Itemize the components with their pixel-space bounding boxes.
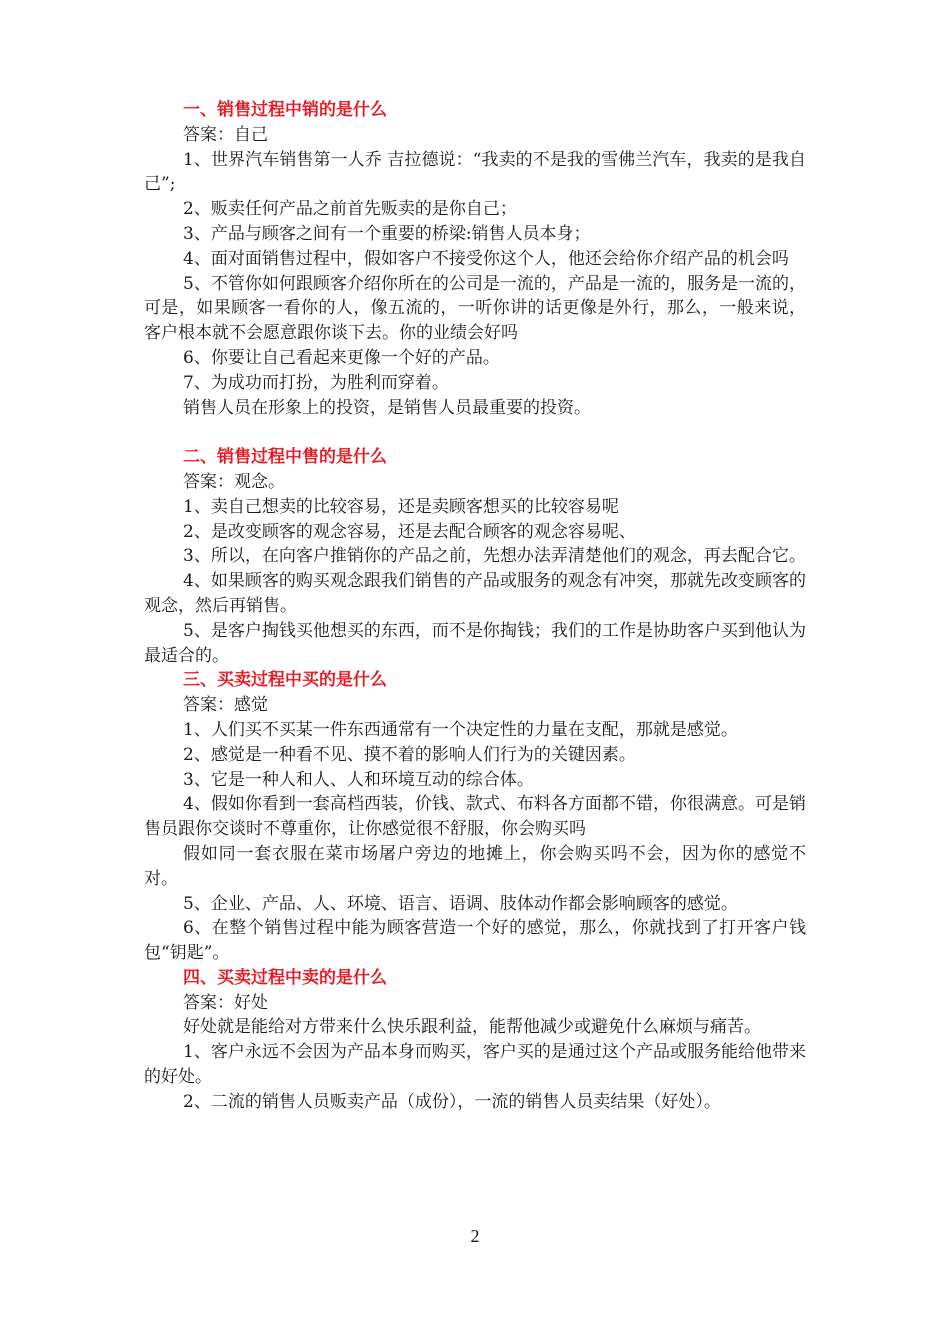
paragraph: 5、企业、产品、人、环境、语言、语调、肢体动作都会影响顾客的感觉。	[183, 893, 738, 914]
paragraph: 3、它是一种人和人、人和环境互动的综合体。	[183, 769, 534, 790]
paragraph: 1、人们买不买某一件东西通常有一个决定性的力量在支配，那就是感觉。	[183, 719, 738, 740]
page-number: 2	[470, 1226, 480, 1246]
paragraph: 6、在整个销售过程中能为顾客营造一个好的感觉，那么，你就找到了打开客户钱包“钥匙”。	[144, 918, 806, 964]
paragraph: 2、贩卖任何产品之前首先贩卖的是你自己；	[183, 199, 517, 220]
paragraph: 答案：好处	[183, 992, 268, 1013]
paragraph: 3、所以，在向客户推销你的产品之前，先想办法弄清楚他们的观念，再去配合它。	[183, 546, 806, 567]
section-spacer	[144, 420, 806, 445]
paragraph: 4、如果顾客的购买观念跟我们销售的产品或服务的观念有冲突，那就先改变顾客的观念，然后再销售。	[144, 571, 806, 616]
paragraph: 2、二流的销售人员贩卖产品（成份），一流的销售人员卖结果（好处）。	[183, 1091, 721, 1112]
paragraph: 4、假如你看到一套高档西装，价钱、款式、布料各方面都不错，你很满意。可是销售员跟你交谈时不尊重你，让你感觉很不舒服，你会购买吗	[144, 794, 806, 840]
paragraph: 答案：自己	[183, 124, 268, 145]
paragraph: 2、是改变顾客的观念容易，还是去配合顾客的观念容易呢、	[183, 521, 636, 542]
paragraph: 答案：感觉	[183, 695, 268, 716]
paragraph: 答案：观念。	[183, 471, 285, 492]
paragraph: 7、为成功而打扮，为胜利而穿着。	[183, 372, 449, 393]
section-heading-3: 三、买卖过程中买的是什么	[183, 670, 387, 691]
paragraph: 销售人员在形象上的投资，是销售人员最重要的投资。	[183, 397, 591, 418]
paragraph: 5、是客户掏钱买他想买的东西，而不是你掏钱；我们的工作是协助客户买到他认为最适合的。	[144, 620, 806, 666]
section-heading-4: 四、买卖过程中卖的是什么	[183, 967, 387, 988]
section-heading-1: 一、销售过程中销的是什么	[183, 100, 387, 120]
paragraph: 5、不管你如何跟顾客介绍你所在的公司是一流的，产品是一流的，服务是一流的，可是，如果顾客一看你的人，像五流的，一听你讲的话更像是外行，那么，一般来说，客户根本就不会愿意跟你谈下去。你的业绩会好吗	[144, 273, 806, 344]
document-body	[144, 98, 806, 1115]
paragraph: 6、你要让自己看起来更像一个好的产品。	[183, 347, 500, 368]
section-heading-2: 二、销售过程中售的是什么	[183, 447, 387, 468]
paragraph: 3、产品与顾客之间有一个重要的桥梁:销售人员本身；	[183, 223, 591, 244]
paragraph: 1、客户永远不会因为产品本身而购买，客户买的是通过这个产品或服务能给他带来的好处。	[144, 1042, 806, 1088]
paragraph: 1、世界汽车销售第一人乔 吉拉德说：“我卖的不是我的雪佛兰汽车，我卖的是我自己”;	[144, 149, 806, 195]
paragraph: 2、感觉是一种看不见、摸不着的影响人们行为的关键因素。	[183, 744, 636, 765]
paragraph: 好处就是能给对方带来什么快乐跟利益，能帮他减少或避免什么麻烦与痛苦。	[183, 1017, 761, 1038]
paragraph: 4、面对面销售过程中，假如客户不接受你这个人，他还会给你介绍产品的机会吗	[183, 248, 789, 269]
paragraph: 假如同一套衣服在菜市场屠户旁边的地摊上，你会购买吗不会，因为你的感觉不对。	[144, 843, 806, 889]
paragraph: 1、卖自己想卖的比较容易，还是卖顾客想买的比较容易呢	[183, 496, 619, 517]
